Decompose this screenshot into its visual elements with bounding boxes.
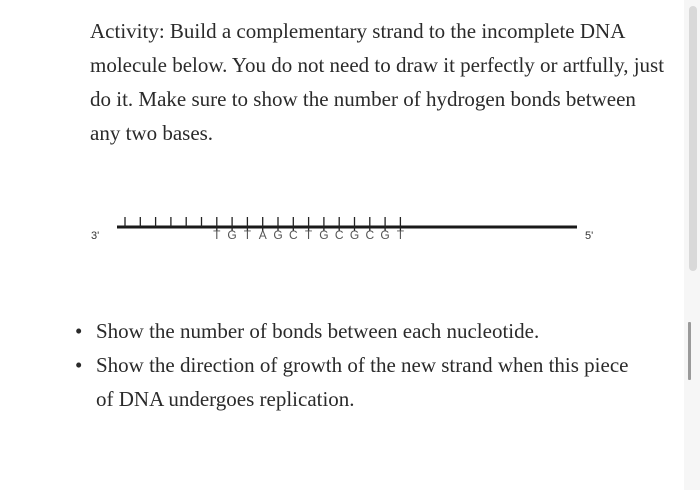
dna-base-letter: G (349, 228, 360, 242)
dna-base-letter: G (319, 228, 329, 242)
dna-bases-group (213, 228, 405, 242)
dna-base-letter: C (288, 228, 298, 242)
dna-5-prime-label: 5' (585, 230, 594, 242)
scrollbar-track[interactable] (684, 0, 700, 490)
dna-base-letter: C (334, 228, 344, 242)
dna-base-letter: A (258, 228, 267, 242)
bullet-item-bonds: • Show the number of bonds between each nucleotide. (72, 314, 632, 348)
dna-strand-diagram (85, 205, 645, 265)
dna-strand-svg (85, 205, 645, 265)
dna-base-letter: T (304, 228, 313, 242)
bullet-item-direction: • Show the direction of growth of the new strand when this piece of DNA undergoes replication. (72, 348, 632, 416)
dna-base-letter: T (243, 228, 252, 242)
text-cursor-icon (688, 322, 691, 380)
dna-base-letter: T (396, 228, 405, 242)
scrollbar-thumb[interactable] (689, 6, 697, 271)
dna-base-letter: C (365, 228, 375, 242)
dna-base-letter: T (213, 228, 221, 242)
dna-base-letter: G (227, 228, 237, 242)
activity-instructions: Activity: Build a complementary strand to the incomplete DNA molecule below. You do not need to draw it perfectly or artfully, just do it. Make sure to show the number of hydrogen bonds between any two bases. (90, 19, 665, 145)
dna-base-letter: G (380, 228, 390, 242)
dna-base-letter: G (273, 228, 283, 242)
instruction-bullets (72, 314, 632, 416)
dna-3-prime-label: 3' (91, 230, 100, 242)
